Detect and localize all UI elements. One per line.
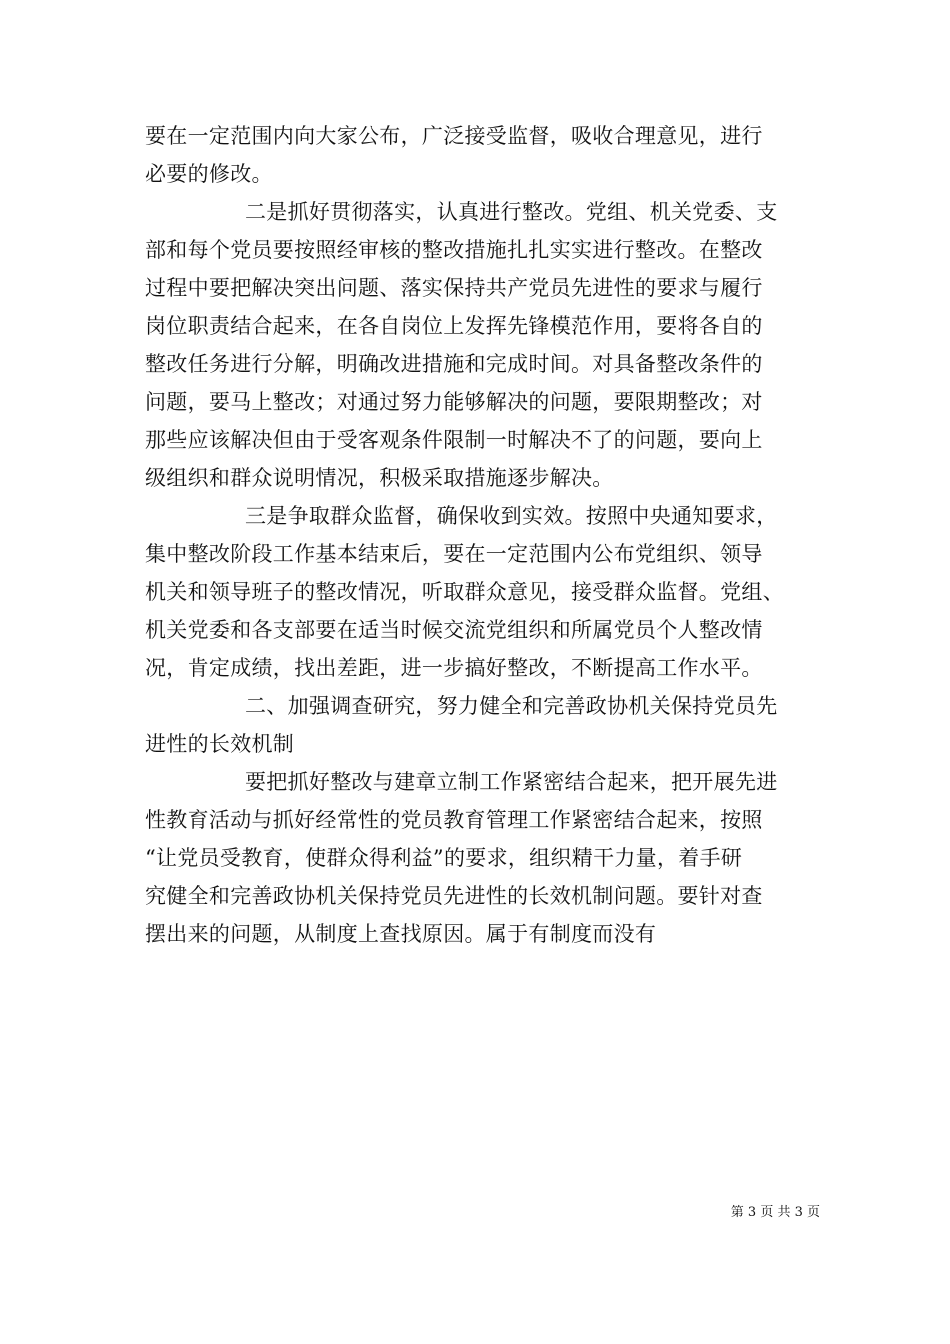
text-line: 问题，要马上整改；对通过努力能够解决的问题，要限期整改；对 [145,390,763,414]
text-line: 机关和领导班子的整改情况，听取群众意见，接受群众监督。党组、 [145,580,784,604]
text-line: 要在一定范围内向大家公布，广泛接受监督，吸收合理意见，进行 [145,124,763,148]
text-line: 岗位职责结合起来，在各自岗位上发挥先锋模范作用，要将各自的 [145,314,763,338]
text-line: 摆出来的问题，从制度上查找原因。属于有制度而没有 [145,922,657,946]
page-number: 第 3 页 共 3 页 [730,1205,820,1220]
document-body [145,117,810,953]
paragraph-start-line: 三是争取群众监督，确保收到实效。按照中央通知要求， [245,504,778,528]
text-line: 过程中要把解决突出问题、落实保持共产党员先进性的要求与履行 [145,276,763,300]
section-heading-line: 二、加强调查研究，努力健全和完善政协机关保持党员先 [245,694,778,718]
text-line: 必要的修改。 [145,162,273,186]
paragraph-start-line: 要把抓好整改与建章立制工作紧密结合起来，把开展先进 [245,770,778,794]
text-line: 性教育活动与抓好经常性的党员教育管理工作紧密结合起来，按照 [145,808,763,832]
text-line: 究健全和完善政协机关保持党员先进性的长效机制问题。要针对查 [145,884,763,908]
text-line: 整改任务进行分解，明确改进措施和完成时间。对具备整改条件的 [145,352,763,376]
text-line: 机关党委和各支部要在适当时候交流党组织和所属党员个人整改情 [145,618,763,642]
text-line: 部和每个党员要按照经审核的整改措施扎扎实实进行整改。在整改 [145,238,763,262]
section-heading-line: 进性的长效机制 [145,732,295,756]
text-line: 级组织和群众说明情况，积极采取措施逐步解决。 [145,466,614,490]
text-line: “让党员受教育，使群众得利益”的要求，组织精干力量，着手研 [145,846,743,870]
text-line: 况，肯定成绩，找出差距，进一步搞好整改，不断提高工作水平。 [145,656,763,680]
text-line: 集中整改阶段工作基本结束后，要在一定范围内公布党组织、领导 [145,542,763,566]
paragraph-start-line: 二是抓好贯彻落实，认真进行整改。党组、机关党委、支 [245,200,778,224]
text-line: 那些应该解决但由于受客观条件限制一时解决不了的问题，要向上 [145,428,763,452]
